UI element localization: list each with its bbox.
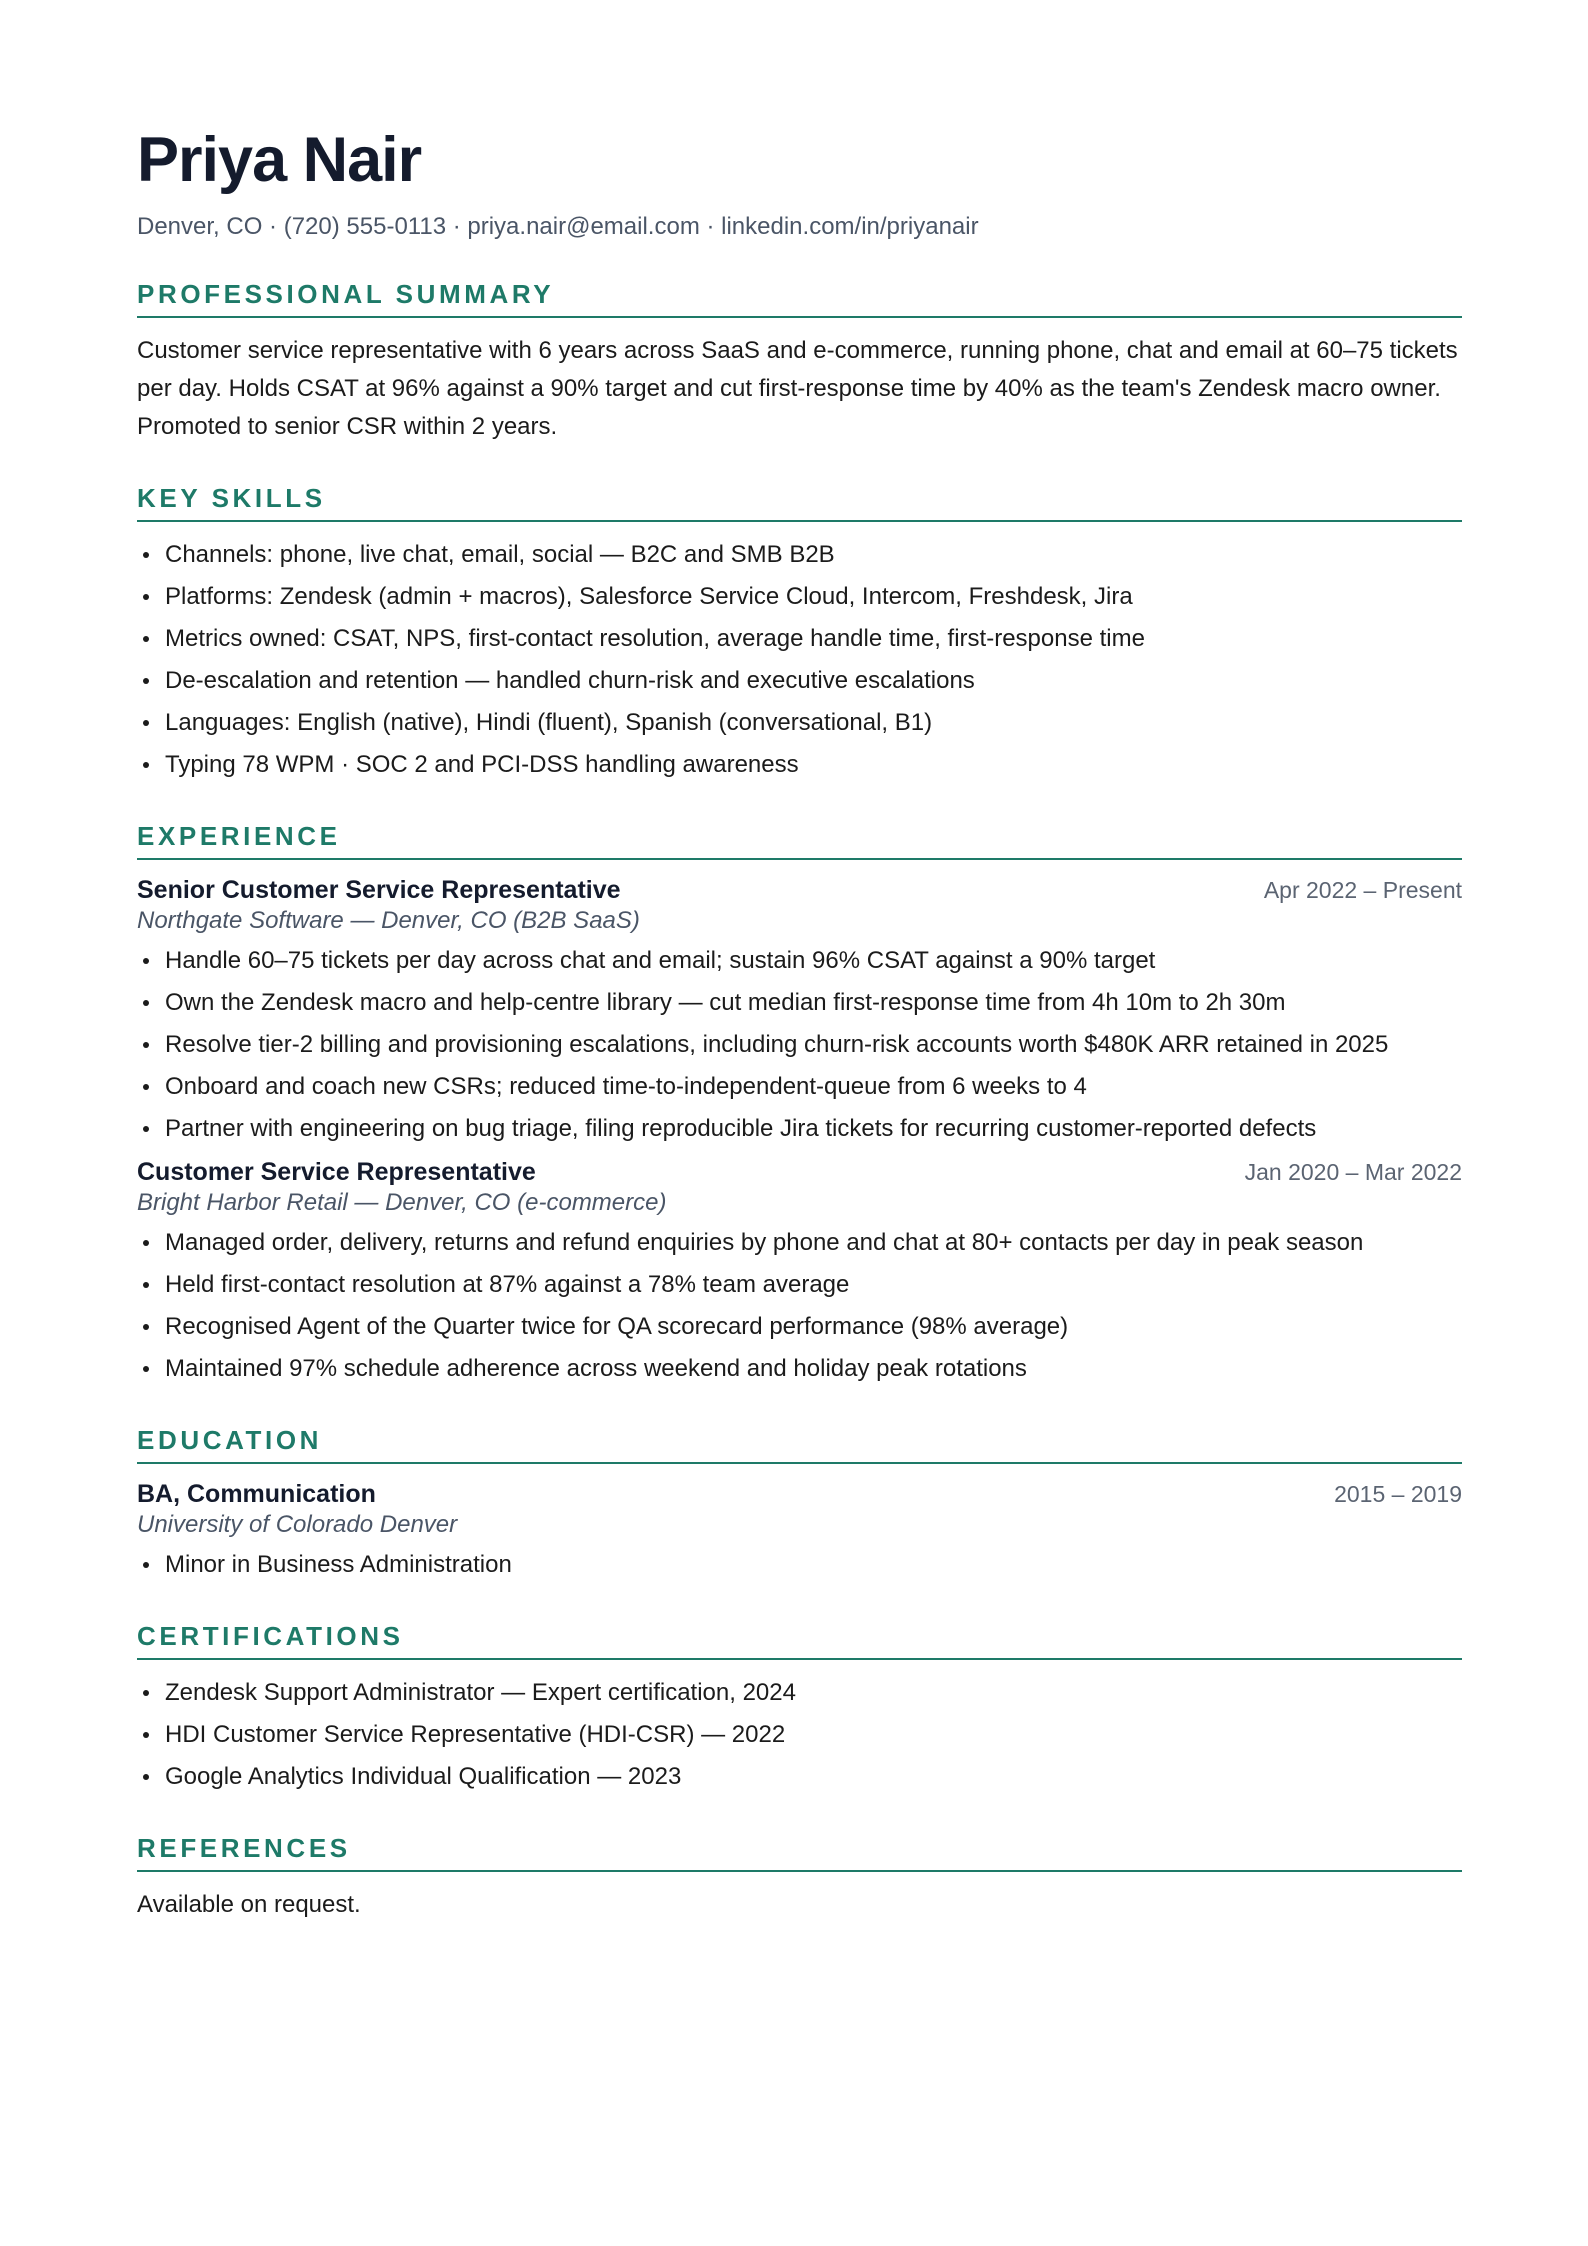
skills-list (137, 536, 1462, 784)
job-dates: Jan 2020 – Mar 2022 (1244, 1159, 1462, 1185)
job-bullet: Managed order, delivery, returns and refund enquiries by phone and chat at 80+ contacts per day in peak season (137, 1224, 1462, 1262)
education-section (137, 1424, 1462, 1584)
certifications-heading: CERTIFICATIONS (137, 1620, 1462, 1660)
job-header (137, 1156, 1462, 1188)
certification-item: HDI Customer Service Representative (HDI-CSR) — 2022 (137, 1716, 1462, 1754)
experience-heading: EXPERIENCE (137, 820, 1462, 860)
skill-item: Typing 78 WPM · SOC 2 and PCI-DSS handling awareness (137, 746, 1462, 784)
certifications-list (137, 1674, 1462, 1796)
job-bullets (137, 942, 1462, 1148)
job-company: Northgate Software — Denver, CO (B2B SaaS) (137, 907, 640, 934)
job-bullet: Maintained 97% schedule adherence across weekend and holiday peak rotations (137, 1350, 1462, 1388)
skill-item: Languages: English (native), Hindi (fluent), Spanish (conversational, B1) (137, 704, 1462, 742)
job-bullet: Held first-contact resolution at 87% against a 78% team average (137, 1266, 1462, 1304)
job-dates: Apr 2022 – Present (1263, 877, 1462, 903)
summary-text: Customer service representative with 6 years across SaaS and e-commerce, running phone, chat and email at 60–75 tickets per day. Holds CSAT at 96% against a 90% target and cut first-response time by 40% as the team's Zendesk macro owner. Promoted to senior CSR within 2 years. (137, 337, 1458, 440)
skills-section (137, 482, 1462, 784)
references-heading: REFERENCES (137, 1832, 1462, 1872)
job-title: Senior Customer Service Representative (137, 876, 621, 904)
summary-section (137, 278, 1462, 446)
job-bullet: Onboard and coach new CSRs; reduced time-to-independent-queue from 6 weeks to 4 (137, 1068, 1462, 1106)
skill-item: Channels: phone, live chat, email, social — B2C and SMB B2B (137, 536, 1462, 574)
references-section (137, 1832, 1462, 1924)
references-text: Available on request. (137, 1891, 361, 1918)
certification-item: Zendesk Support Administrator — Expert certification, 2024 (137, 1674, 1462, 1712)
job-bullets (137, 1224, 1462, 1388)
skills-heading: KEY SKILLS (137, 482, 1462, 522)
job-entry (137, 874, 1462, 1148)
skill-item: De-escalation and retention — handled churn-risk and executive escalations (137, 662, 1462, 700)
candidate-name: Priya Nair (137, 125, 422, 195)
certifications-section (137, 1620, 1462, 1796)
certification-item: Google Analytics Individual Qualification — 2023 (137, 1758, 1462, 1796)
experience-section (137, 820, 1462, 1388)
job-entry (137, 1156, 1462, 1388)
job-bullet: Partner with engineering on bug triage, filing reproducible Jira tickets for recurring customer-reported defects (137, 1110, 1462, 1148)
education-header (137, 1478, 1462, 1510)
job-bullet: Own the Zendesk macro and help-centre library — cut median first-response time from 4h 10m to 2h 30m (137, 984, 1462, 1022)
degree: BA, Communication (137, 1480, 376, 1508)
summary-heading: PROFESSIONAL SUMMARY (137, 278, 1462, 318)
skill-item: Platforms: Zendesk (admin + macros), Salesforce Service Cloud, Intercom, Freshdesk, Jira (137, 578, 1462, 616)
education-entry (137, 1478, 1462, 1584)
job-bullet: Recognised Agent of the Quarter twice for QA scorecard performance (98% average) (137, 1308, 1462, 1346)
education-dates: 2015 – 2019 (1334, 1481, 1462, 1507)
job-bullet: Handle 60–75 tickets per day across chat and email; sustain 96% CSAT against a 90% target (137, 942, 1462, 980)
job-company: Bright Harbor Retail — Denver, CO (e-commerce) (137, 1189, 667, 1216)
job-title: Customer Service Representative (137, 1158, 536, 1186)
education-bullet: Minor in Business Administration (137, 1546, 1462, 1584)
education-bullets (137, 1546, 1462, 1584)
skill-item: Metrics owned: CSAT, NPS, first-contact resolution, average handle time, first-response time (137, 620, 1462, 658)
contact-line: Denver, CO · (720) 555-0113 · priya.nair@email.com · linkedin.com/in/priyanair (137, 213, 979, 240)
job-header (137, 874, 1462, 906)
education-heading: EDUCATION (137, 1424, 1462, 1464)
job-bullet: Resolve tier-2 billing and provisioning escalations, including churn-risk accounts worth $480K ARR retained in 2025 (137, 1026, 1462, 1064)
school-name: University of Colorado Denver (137, 1511, 458, 1538)
